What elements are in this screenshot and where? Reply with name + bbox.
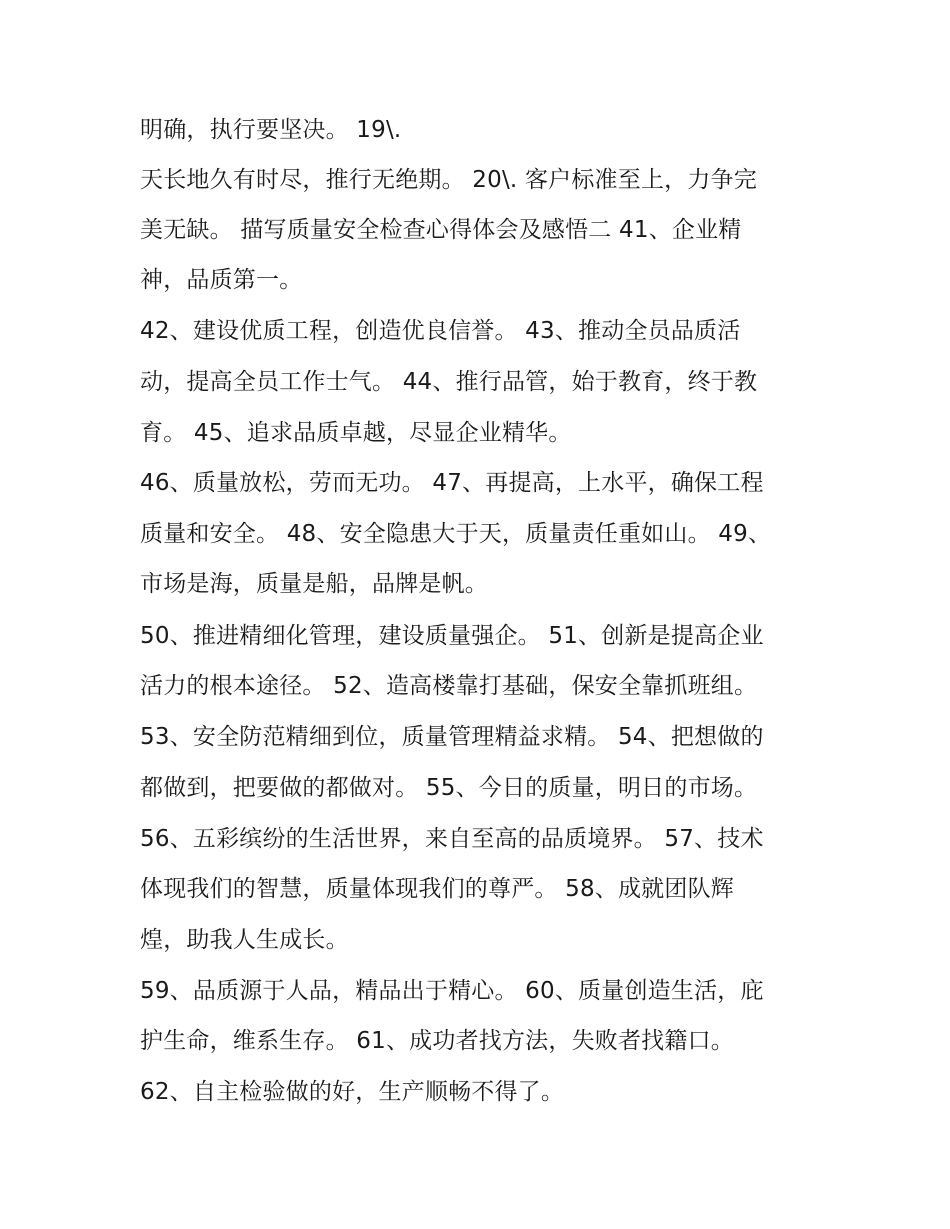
text-line: 动，提高全员工作士气。 44、推行品管，始于教育，终于教 bbox=[140, 369, 758, 395]
text-line: 59、品质源于人品，精品出于精心。 60、质量创造生活，庇 bbox=[140, 978, 764, 1004]
text-line: 50、推进精细化管理，建设质量强企。 51、创新是提高企业 bbox=[140, 623, 764, 649]
text-line: 煌，助我人生成长。 bbox=[140, 927, 349, 953]
text-line: 美无缺。 描写质量安全检查心得体会及感悟二 41、企业精 bbox=[140, 217, 742, 243]
text-line: 53、安全防范精细到位，质量管理精益求精。 54、把想做的 bbox=[140, 724, 764, 750]
text-line: 活力的根本途径。 52、造高楼靠打基础，保安全靠抓班组。 bbox=[140, 673, 758, 699]
text-line: 46、质量放松，劳而无功。 47、再提高，上水平，确保工程 bbox=[140, 470, 764, 496]
text-line: 护生命，维系生存。 61、成功者找方法，失败者找籍口。 bbox=[140, 1028, 734, 1054]
text-line: 都做到，把要做的都做对。 55、今日的质量，明日的市场。 bbox=[140, 775, 758, 801]
text-line: 62、自主检验做的好，生产顺畅不得了。 bbox=[140, 1079, 565, 1105]
text-line: 体现我们的智慧，质量体现我们的尊严。 58、成就团队辉 bbox=[140, 876, 734, 902]
text-line: 明确，执行要坚决。 19\. bbox=[140, 117, 402, 143]
text-line: 市场是海，质量是船，品牌是帆。 bbox=[140, 571, 488, 597]
text-line: 56、五彩缤纷的生活世界，来自至高的品质境界。 57、技术 bbox=[140, 826, 764, 852]
text-line: 神，品质第一。 bbox=[140, 267, 303, 293]
text-line: 育。 45、追求品质卓越，尽显企业精华。 bbox=[140, 420, 572, 446]
text-line: 42、建设优质工程，创造优良信誉。 43、推动全员品质活 bbox=[140, 318, 741, 344]
text-line: 质量和安全。 48、安全隐患大于天，质量责任重如山。 49、 bbox=[140, 521, 772, 547]
text-line: 天长地久有时尽，推行无绝期。 20\. 客户标准至上，力争完 bbox=[140, 167, 757, 193]
